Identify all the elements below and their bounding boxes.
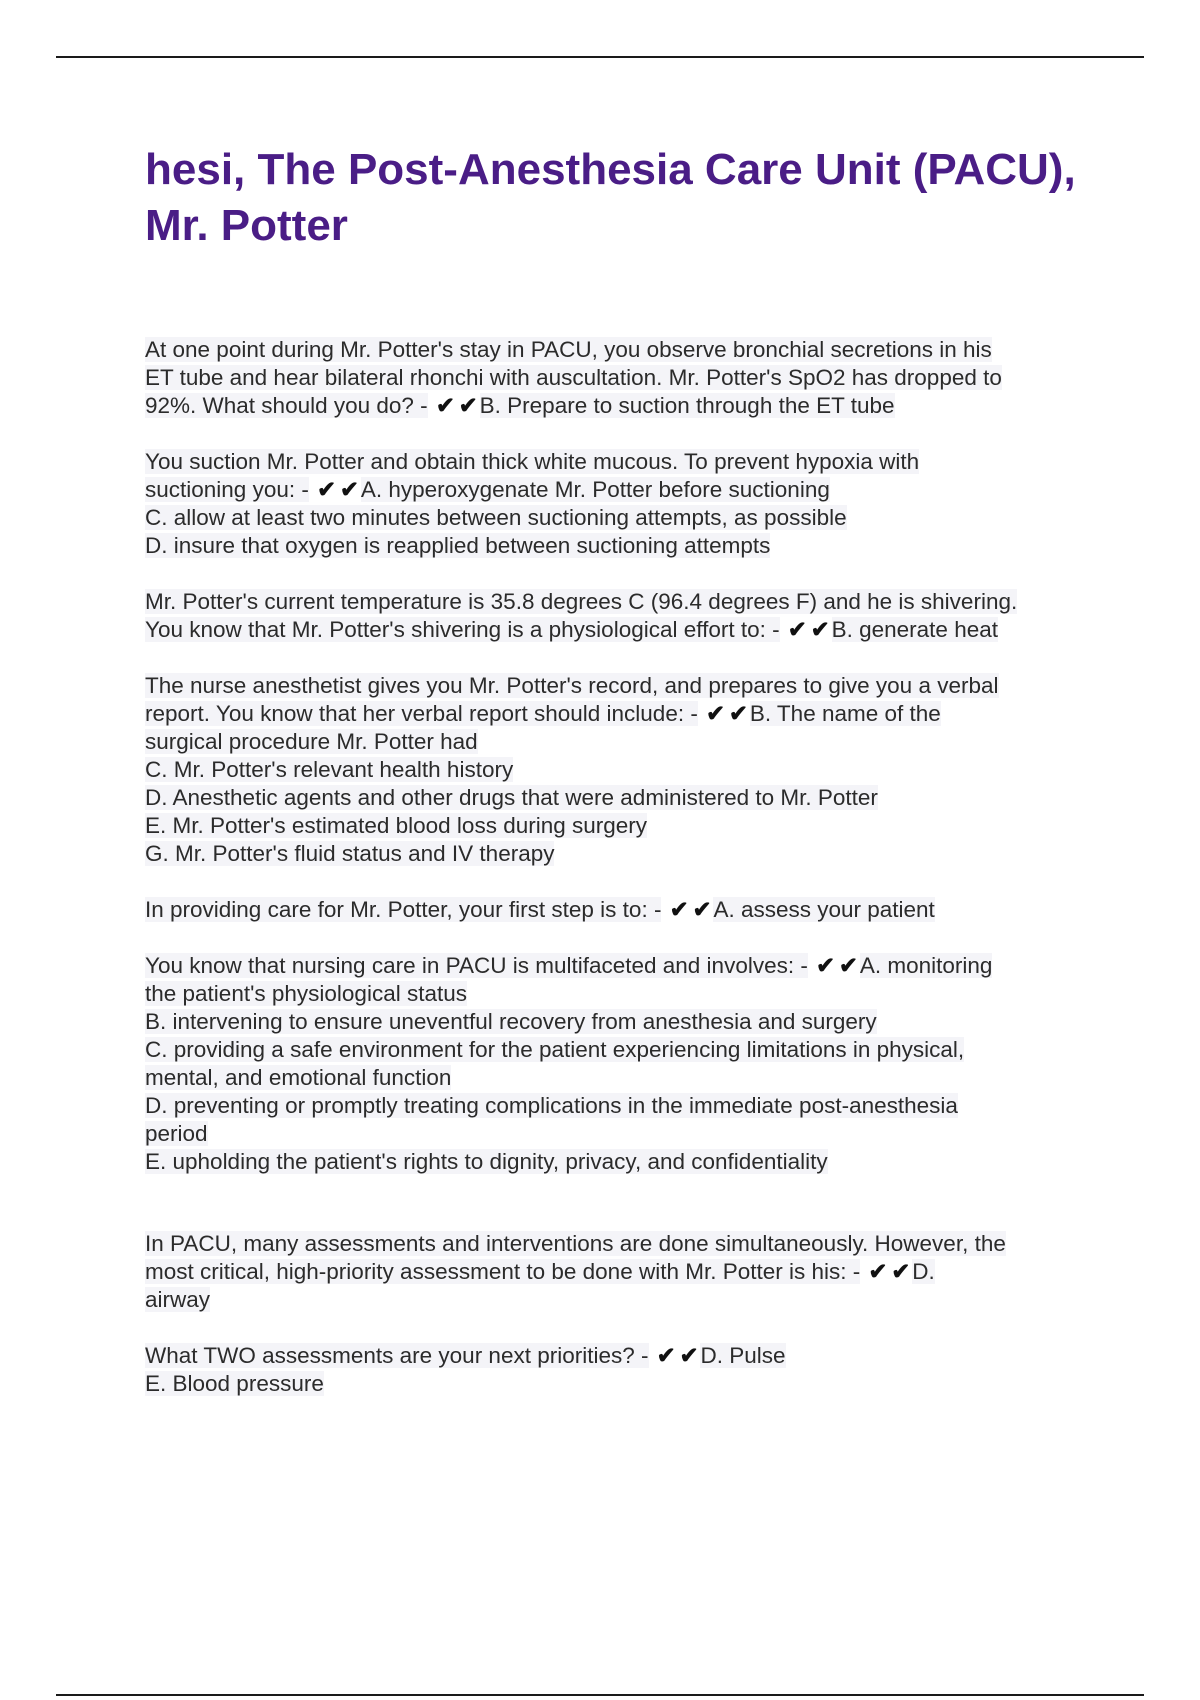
spacer — [145, 420, 1095, 448]
checkmark-icon: ✔ — [816, 953, 835, 978]
answer-text: B. Prepare to suction through the ET tube — [479, 393, 895, 418]
answer-text: B. intervening to ensure uneventful recovery from anesthesia and surgery — [145, 1009, 877, 1034]
answer-text: E. Blood pressure — [145, 1371, 324, 1396]
question-text: ET tube and hear bilateral rhonchi with auscultation. Mr. Potter's SpO2 has dropped to — [145, 365, 1002, 390]
answer-text: D. insure that oxygen is reapplied between suctioning attempts — [145, 533, 771, 558]
bottom-rule — [56, 1694, 1144, 1696]
answer-text: G. Mr. Potter's fluid status and IV therapy — [145, 841, 555, 866]
qa-item — [145, 1342, 1095, 1398]
checkmark-icon: ✔ — [669, 897, 689, 922]
qa-list — [145, 336, 1095, 1398]
question-text: Mr. Potter's current temperature is 35.8 degrees C (96.4 degrees F) and he is shivering. — [145, 589, 1018, 614]
spacer — [145, 644, 1095, 672]
page-title: hesi, The Post-Anesthesia Care Unit (PACU), Mr. Potter — [145, 145, 1076, 250]
question-text: You suction Mr. Potter and obtain thick white mucous. To prevent hypoxia with — [145, 449, 920, 474]
checkmark-icon: ✔ — [692, 897, 712, 922]
answer-text: E. upholding the patient's rights to dignity, privacy, and confidentiality — [145, 1149, 828, 1174]
answer-text: A. hyperoxygenate Mr. Potter before suctioning — [360, 477, 830, 502]
question-text: You know that nursing care in PACU is multifaceted and involves: - — [145, 953, 808, 978]
qa-item — [145, 952, 1095, 1176]
checkmark-icon: ✔ — [787, 617, 807, 642]
answer-text: surgical procedure Mr. Potter had — [145, 729, 478, 754]
answer-text: D. preventing or promptly treating complications in the immediate post-anesthesia — [145, 1093, 958, 1118]
top-rule — [56, 56, 1144, 58]
answer-text: C. Mr. Potter's relevant health history — [145, 757, 514, 782]
question-text: You know that Mr. Potter's shivering is a physiological effort to: - — [145, 617, 780, 642]
spacer — [145, 868, 1095, 896]
checkmark-icon: ✔ — [868, 1259, 888, 1284]
checkmark-icon: ✔ — [706, 701, 725, 726]
answer-text: D. — [912, 1259, 935, 1284]
answer-text: A. monitoring — [859, 953, 993, 978]
spacer — [145, 560, 1095, 588]
question-text: What TWO assessments are your next priorities? - — [145, 1343, 649, 1368]
qa-item — [145, 336, 1095, 420]
checkmark-icon: ✔ — [810, 617, 830, 642]
question-text: In providing care for Mr. Potter, your first step is to: - — [145, 897, 662, 922]
qa-item — [145, 896, 1095, 924]
answer-text: mental, and emotional function — [145, 1065, 452, 1090]
checkmark-icon: ✔ — [317, 477, 336, 502]
checkmark-icon: ✔ — [679, 1343, 699, 1368]
question-text: report. You know that her verbal report should include: - — [145, 701, 698, 726]
answer-text: C. providing a safe environment for the patient experiencing limitations in physical, — [145, 1037, 965, 1062]
qa-item — [145, 588, 1095, 644]
checkmark-icon: ✔ — [838, 953, 858, 978]
question-text: In PACU, many assessments and interventions are done simultaneously. However, the — [145, 1231, 1006, 1256]
answer-text: airway — [145, 1287, 211, 1312]
answer-text: C. allow at least two minutes between suctioning attempts, as possible — [145, 505, 847, 530]
spacer — [145, 1314, 1095, 1342]
checkmark-icon: ✔ — [656, 1343, 676, 1368]
checkmark-icon: ✔ — [728, 701, 748, 726]
qa-item — [145, 672, 1095, 868]
answer-text: the patient's physiological status — [145, 981, 467, 1006]
question-text: 92%. What should you do? - — [145, 393, 428, 418]
question-text: At one point during Mr. Potter's stay in PACU, you observe bronchial secretions in his — [145, 337, 992, 362]
checkmark-icon: ✔ — [458, 393, 478, 418]
question-text: The nurse anesthetist gives you Mr. Potter's record, and prepares to give you a verbal — [145, 673, 999, 698]
answer-text: E. Mr. Potter's estimated blood loss during surgery — [145, 813, 648, 838]
answer-text: B. The name of the — [749, 701, 941, 726]
answer-text: B. generate heat — [831, 617, 998, 642]
checkmark-icon: ✔ — [339, 477, 359, 502]
spacer — [145, 924, 1095, 952]
answer-text: D. Pulse — [700, 1343, 786, 1368]
checkmark-icon: ✔ — [435, 393, 455, 418]
answer-text: period — [145, 1121, 208, 1146]
spacer — [145, 1176, 1095, 1230]
qa-item — [145, 1230, 1095, 1314]
answer-text: A. assess your patient — [713, 897, 935, 922]
question-text: suctioning you: - — [145, 477, 309, 502]
qa-item — [145, 448, 1095, 560]
checkmark-icon: ✔ — [891, 1259, 911, 1284]
answer-text: D. Anesthetic agents and other drugs that were administered to Mr. Potter — [145, 785, 878, 810]
question-text: most critical, high-priority assessment to be done with Mr. Potter is his: - — [145, 1259, 861, 1284]
